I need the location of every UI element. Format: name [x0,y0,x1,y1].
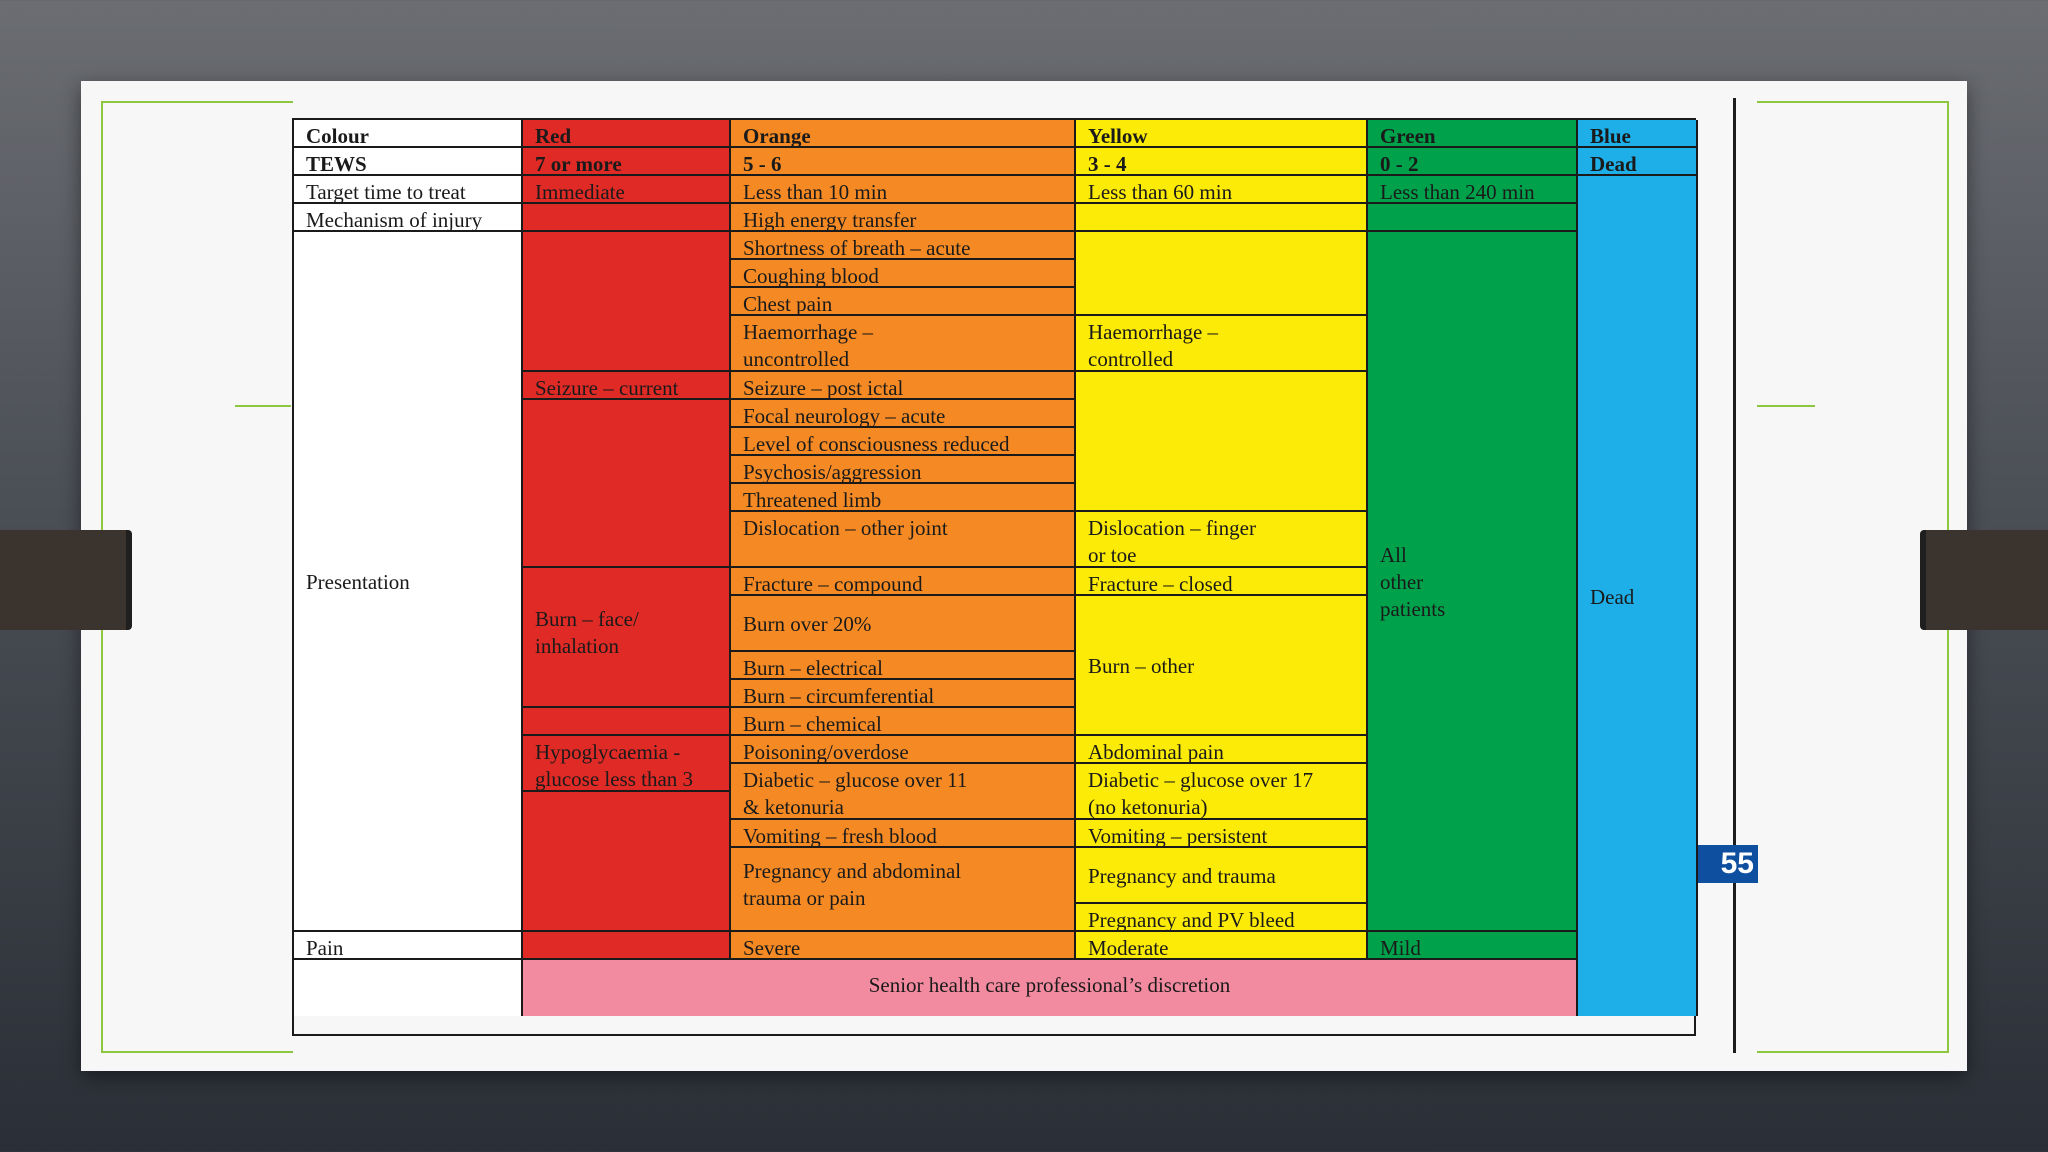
tews-orange: 5 - 6 [731,148,1076,176]
yellow-item: Pregnancy and trauma [1076,848,1368,904]
colour-red: Red [523,120,731,148]
yellow-item: Fracture – closed [1076,568,1368,596]
orange-item: Shortness of breath – acute [731,232,1076,260]
frame-tick-left [235,405,291,407]
yellow-haemorrhage-line1: Haemorrhage – [1088,320,1219,344]
tews-yellow: 3 - 4 [1076,148,1368,176]
tews-header: TEWS [294,148,523,176]
yellow-diabetic [1076,764,1368,820]
mechanism-orange: High energy transfer [731,204,1076,232]
red-seizure: Seizure – current [523,372,731,400]
discretion-banner: Senior health care professional’s discretion [523,960,1578,1016]
triage-table [292,118,1696,1036]
red-block-4 [523,792,731,932]
orange-item: Dislocation – other joint [731,512,1076,568]
red-hypo [523,736,731,792]
orange-item: Poisoning/overdose [731,736,1076,764]
target-orange: Less than 10 min [731,176,1076,204]
colour-orange: Orange [731,120,1076,148]
discretion-label-empty [294,960,523,1016]
orange-item: Seizure – post ictal [731,372,1076,400]
orange-haemorrhage-line2: uncontrolled [743,347,850,371]
colour-blue: Blue [1578,120,1698,148]
pain-orange: Severe [731,932,1076,960]
yellow-dislocation [1076,512,1368,568]
target-yellow: Less than 60 min [1076,176,1368,204]
orange-pregnancy [731,848,1076,932]
green-all-other [1368,232,1578,932]
red-block-2 [523,400,731,568]
yellow-dislocation-line1: Dislocation – finger [1088,516,1256,540]
blue-dead-cell: Dead [1578,176,1698,1016]
orange-item: Coughing blood [731,260,1076,288]
orange-item: Chest pain [731,288,1076,316]
orange-item: Fracture – compound [731,568,1076,596]
orange-haemorrhage [731,316,1076,372]
orange-item: Threatened limb [731,484,1076,512]
yellow-dislocation-line2: or toe [1088,543,1137,567]
frame-tick-right [1757,405,1815,407]
orange-diabetic [731,764,1076,820]
pain-red [523,932,731,960]
yellow-diabetic-line1: Diabetic – glucose over 17 [1088,768,1314,792]
red-hypo-line1: Hypoglycaemia - [535,740,681,764]
yellow-item: Burn – other [1076,596,1368,736]
orange-item: Psychosis/aggression [731,456,1076,484]
colour-yellow: Yellow [1076,120,1368,148]
yellow-haemorrhage [1076,316,1368,372]
orange-item: Vomiting – fresh blood [731,820,1076,848]
red-burn-line2: inhalation [535,634,619,658]
tews-green: 0 - 2 [1368,148,1578,176]
target-time-label: Target time to treat [294,176,523,204]
orange-item: Burn – chemical [731,708,1076,736]
red-block-1 [523,232,731,372]
yellow-diabetic-line2: (no ketonuria) [1088,795,1208,819]
colour-green: Green [1368,120,1578,148]
presentation-label: Presentation [294,232,523,932]
pain-label: Pain [294,932,523,960]
yellow-item: Pregnancy and PV bleed [1076,904,1368,932]
orange-item: Burn – electrical [731,652,1076,680]
yellow-item: Vomiting – persistent [1076,820,1368,848]
tews-blue: Dead [1578,148,1698,176]
orange-diabetic-line1: Diabetic – glucose over 11 [743,768,968,792]
mechanism-red [523,204,731,232]
green-line1: All [1380,543,1407,567]
green-line2: other [1380,570,1424,594]
target-red: Immediate [523,176,731,204]
orange-pregnancy-line2: trauma or pain [743,886,866,910]
orange-item: Focal neurology – acute [731,400,1076,428]
orange-item: Burn over 20% [731,596,1076,652]
yellow-item: Abdominal pain [1076,736,1368,764]
red-block-3 [523,708,731,736]
pain-yellow: Moderate [1076,932,1368,960]
tews-red: 7 or more [523,148,731,176]
orange-pregnancy-line1: Pregnancy and abdominal [743,859,962,883]
orange-diabetic-line2: & ketonuria [743,795,844,819]
red-hypo-line2: glucose less than 3 [535,767,694,791]
orange-item: Burn – circumferential [731,680,1076,708]
yellow-block-2 [1076,372,1368,512]
orange-haemorrhage-line1: Haemorrhage – [743,320,874,344]
page-number: 55 [1698,845,1758,883]
mechanism-green [1368,204,1578,232]
mechanism-label: Mechanism of injury [294,204,523,232]
slide-divider [1733,98,1736,1053]
red-burn [523,568,731,708]
orange-item: Level of consciousness reduced [731,428,1076,456]
red-burn-line1: Burn – face/ [535,607,639,631]
mechanism-yellow [1076,204,1368,232]
pain-green: Mild [1368,932,1578,960]
colour-header: Colour [294,120,523,148]
binder-tab-left [0,530,132,630]
binder-tab-right [1920,530,2048,630]
yellow-block-1 [1076,232,1368,316]
target-green: Less than 240 min [1368,176,1578,204]
green-line3: patients [1380,597,1446,621]
yellow-haemorrhage-line2: controlled [1088,347,1174,371]
